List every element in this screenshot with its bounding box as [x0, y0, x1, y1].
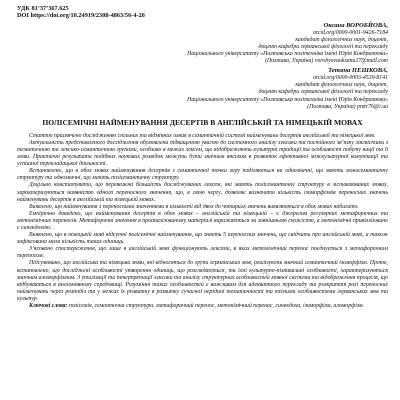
author-position: доцент кафедри германської філології та перекладу [258, 89, 388, 96]
author-university: Національного університету «Полтавська політехніка імені Юрія Кондратюка» [187, 51, 388, 58]
keywords-label: Ключові слова: [29, 303, 68, 309]
author-position: доцент кафедри германської філології та перекладу [258, 44, 388, 50]
abstract-paragraph: Актуальність представленого дослідження обумовлена підвищеною увагою до системного аналізу лексики та постійного зв’язку лінгвістики з тематичною та лексико-семантичною групами, особливо в межах лексем, що відображають культурні традиції та особливості побуту нації та її мови. Практичні результати подібних наукових розвідок можуть бути значним внеском в розвиток ефективної міжкультурної комунікації та успішної перекладацької діяльності. [17, 139, 388, 168]
abstract-paragraph: Виявлено, що в німецькій мові відсутні полісемічні найменування, що мають 5 переносних значень, що свідчить про англійській мові, а також зафіксована мала кількість таких одиниць. [17, 232, 388, 246]
author-university: Національного університету «Полтавська політехніка імені Юрія Кондратюка» [187, 96, 388, 103]
author-location-email: (Полтава, Україна) vorobyovaoksana27@mail.com [264, 58, 388, 65]
article-title: ПОЛІСЕМІЧНІ НАЙМЕНУВАННЯ ДЕСЕРТІВ В АНГЛІЙСЬКІЙ ТА НІМЕЦЬКІЙ МОВАХ [42, 117, 363, 127]
abstract-paragraph: Емпірично доведено, що найменування десертів в обох мовах – англійській та німецькій – є джерелом регулярних метафоричних та метонімічних переносів. Метафоричні значення в проаналізованому матеріалі виражаються за зовнішньою схожістю, а метонімічні привілейовано є синекдохою. [17, 210, 388, 231]
keywords-text: полісемія, семантична структура, метафоричний перенос, метонімічний перенос, синекдоха, ізоморфізм, аломорфізм. [68, 303, 365, 309]
authors-block [17, 22, 388, 111]
author-location-email: (Полтава, Україна) pmtr76@i.ua [307, 103, 388, 110]
abstract [17, 133, 388, 310]
author-1 [17, 22, 388, 65]
abstract-paragraph: Підсумовано, що англійська та німецька мови, які відносяться до групи германських мов, реалізують значний семантичний ізоморфізм. Проте, встановлено, що досліджені особливості утворення одиниць, що розглядаються, та їхні культурно-пізнавальні особливості, характеризуються значним аломорфізмом. З утилізації та інтерпретації лексики та аналізу структурних особливостей мовної системи та відображення процесів, що відбуваються в англомовному середовищі. Розуміння таких особливостей є важливим для адекватного перекладу та розкриття ролі переносних найменувань через розподіл та у межах їх розвитку в розвитку сучасної нерідної тематичності та тісними особливостями германських мов та культур. [17, 260, 388, 302]
author-degree: кандидат філологічних наук, доцент, [295, 82, 388, 89]
abstract-paragraph: Виявлено, що найменування з переносними значеннями в кількості від двох до чотирьох значень виявляються в обох мовах набагато. [29, 203, 359, 210]
author-name: Оксана ВОРОБЙОВА, [323, 21, 388, 29]
author-degree: кандидат філологічних наук, доцент, [295, 36, 388, 43]
author-orcid: orcid.org/0000-0001-9426-7184 [312, 29, 388, 36]
abstract-paragraph: Доцільно констатувати, що переважна більшість досліджуваних лексем, які мають полісемантичну структуру в зіставлюваних мовах, характеризуються наявністю одного переносного значення, що, в свою чергу, дозволяє визначати кількість ізоморфізмів переносних значень найменувань десертів в англійській та німецькій мовах. [17, 182, 388, 203]
abstract-paragraph: З’ясовано спостереження, що лише в англійській мові функціонують лексеми, в яких метонімічний перенос поєднується з метафоричним переносом. [17, 246, 388, 260]
abstract-paragraph: Встановлено, що в обох мовах найменування десертів з семантичної точки зору поділяються на однозначні, що мають моносемантичну структуру та однозначні, що мають полісемантичну структуру. [17, 168, 388, 182]
udk-line: УДК 81’37’367.625 [17, 5, 69, 12]
keywords [17, 303, 388, 310]
abstract-paragraph: Статтю присвячено дослідженню спільних та відмінних ознак в семантичній системі найменувань десертів англійської та німецької мов. [29, 132, 376, 139]
doi-line: DOI https://doi.org/10.24919/2308-4863/56-4-26 [17, 12, 145, 20]
author-name: Тетяна ПЕШКОВА, [328, 67, 388, 75]
author-orcid: orcid.org/0000-0003-4539-8141 [312, 75, 388, 82]
author-2 [17, 67, 388, 110]
